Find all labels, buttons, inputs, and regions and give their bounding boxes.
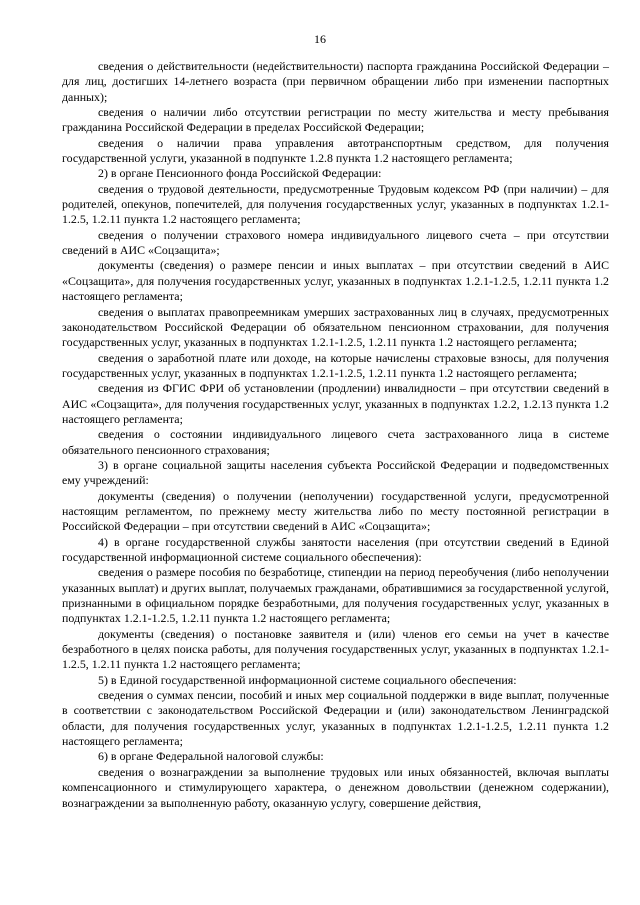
paragraph: документы (сведения) о размере пенсии и иных выплатах – при отсутствии сведений в АИС «Соцзащита», для получения государственных услуг, указанных в подпунктах 1.2.1-1.2.5, 1.2.11 пункта 1.2 настоящего регламента; xyxy=(62,258,609,304)
paragraph: сведения о суммах пенсии, пособий и иных мер социальной поддержки в виде выплат, полученные в соответствии с законодательством Российской Федерации и (или) законодательством Ленинградской области, для получения государственных услуг, указанных в подпунктах 1.2.1-1.2.5, 1.2.11 пункта 1.2 настоящего регламента; xyxy=(62,688,609,749)
paragraph: документы (сведения) о постановке заявителя и (или) членов его семьи на учет в качестве безработного в целях поиска работы, для получения государственных услуг, указанных в подпунктах 1.2.1-1.2.5, 1.2.11 пункта 1.2 настоящего регламента; xyxy=(62,626,609,672)
paragraph: сведения о вознаграждении за выполнение трудовых или иных обязанностей, включая выплаты компенсационного и стимулирующего характера, о денежном довольствии (денежном содержании), вознаграждении за выполненную работу, оказанную услугу, совершение действия, xyxy=(62,764,609,810)
paragraph: сведения о трудовой деятельности, предусмотренные Трудовым кодексом РФ (при наличии) – для родителей, опекунов, попечителей, для получения государственных услуг, указанных в подпунктах 1.2.1-1.2.5, 1.2.11 пункта 1.2 настоящего регламента; xyxy=(62,181,609,227)
section-heading: 3) в органе социальной защиты населения субъекта Российской Федерации и подведомственных ему учреждений: xyxy=(62,457,609,488)
section-heading: 4) в органе государственной службы занятости населения (при отсутствии сведений в Единой государственной информационной системе социального обеспечения): xyxy=(62,534,609,564)
section-heading: 6) в органе Федеральной налоговой службы: xyxy=(98,749,324,764)
document-body xyxy=(62,59,609,811)
paragraph: сведения из ФГИС ФРИ об установлении (продлении) инвалидности – при отсутствии сведений в АИС «Соцзащита», для получения государственных услуг, указанных в подпунктах 1.2.2, 1.2.13 пункта 1.2 настоящего регламента; xyxy=(62,381,609,426)
paragraph: сведения о наличии права управления автотранспортным средством, для получения государственной услуги, указанной в подпункте 1.2.8 пункта 1.2 настоящего регламента; xyxy=(62,135,609,166)
paragraph: сведения о наличии либо отсутствии регистрации по месту жительства и месту пребывания гражданина Российской Федерации в пределах Российской Федерации; xyxy=(62,105,609,135)
paragraph: сведения о выплатах правопреемникам умерших застрахованных лиц в случаях, предусмотренных законодательством Российской Федерации об обязательном пенсионном страховании, для получения государственных услуг, указанных в подпунктах 1.2.1-1.2.5, 1.2.11 пункта 1.2 настоящего регламента; xyxy=(62,304,609,350)
section-heading: 5) в Единой государственной информационной системе социального обеспечения: xyxy=(98,672,517,687)
paragraph: сведения о заработной плате или доходе, на которые начислены страховые взносы, для получения государственных услуг, указанных в подпунктах 1.2.1-1.2.5, 1.2.11 пункта 1.2 настоящего регламента; xyxy=(62,350,609,380)
paragraph: сведения о состоянии индивидуального лицевого счета застрахованного лица в системе обязательного пенсионного страхования; xyxy=(62,427,609,457)
page-number: 16 xyxy=(314,32,326,46)
paragraph: сведения о получении страхового номера индивидуального лицевого счета – при отсутствии сведений в АИС «Соцзащита»; xyxy=(62,227,609,258)
paragraph: документы (сведения) о получении (неполучении) государственной услуги, предусмотренной настоящим регламентом, по прежнему месту жительства либо по месту постоянной регистрации в Российской Федерации – при отсутствии сведений в АИС «Соцзащита»; xyxy=(62,488,609,534)
section-heading: 2) в органе Пенсионного фонда Российской Федерации: xyxy=(98,166,382,181)
paragraph: сведения о действительности (недействительности) паспорта гражданина Российской Федерации – для лиц, достигших 14-летнего возраста (при первичном обращении либо при изменении паспортных данных); xyxy=(62,59,609,104)
paragraph: сведения о размере пособия по безработице, стипендии на период переобучения (либо неполучении указанных выплат) и других выплат, получаемых гражданами, обратившимися за государственной услугой, признанными в официальном порядке безработными, для получения государственных услуг, указанных в подпунктах 1.2.1-1.2.5, 1.2.11 пункта 1.2 настоящего регламента; xyxy=(62,565,609,626)
